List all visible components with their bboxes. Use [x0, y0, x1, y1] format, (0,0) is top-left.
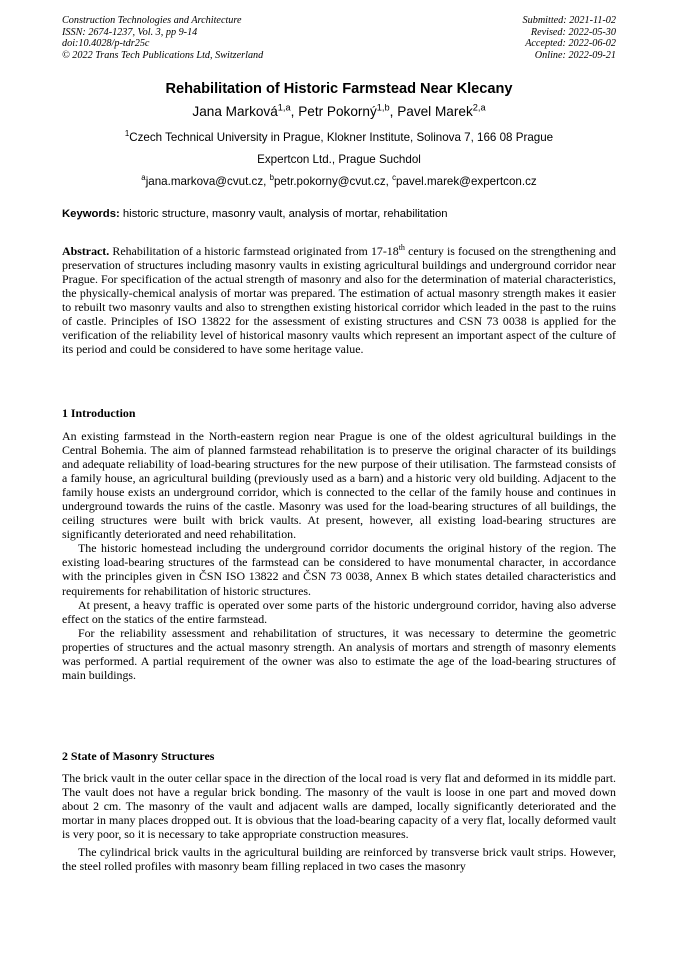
paper-title: Rehabilitation of Historic Farmstead Near Klecany [165, 81, 513, 97]
journal-name: Construction Technologies and Architecture [62, 15, 242, 26]
email-mark: c [392, 173, 397, 183]
author-affiliation-mark: 1,b [376, 102, 390, 113]
paragraph: The cylindrical brick vaults in the agricultural building are reinforced by transverse brick vault strips. However, the steel rolled profiles with masonry beam filling replaced in two cases the masonry [62, 845, 616, 874]
keywords-text: historic structure, masonry vault, analysis of mortar, rehabilitation [119, 208, 448, 220]
section-introduction [62, 429, 616, 682]
keywords-label: Keywords: [62, 208, 120, 220]
journal-info [62, 15, 263, 61]
online-date: Online: 2022-09-21 [534, 49, 616, 61]
section-state-of-masonry [62, 771, 616, 873]
journal-doi: doi:10.4028/p-tdr25c [62, 38, 150, 50]
abstract-superscript: th [398, 243, 405, 253]
author-name: Petr Pokorný [298, 104, 377, 119]
author-name: Jana Marková [192, 104, 278, 119]
affiliation-text: Czech Technical University in Prague, Klokner Institute, Solinova 7, 166 08 Prague [129, 131, 554, 144]
author-affiliation-mark: 1,a [277, 102, 291, 113]
author-list [0, 104, 678, 119]
email-mark: a [141, 173, 146, 183]
email-separator: , [385, 175, 393, 188]
email-mark: b [269, 173, 274, 183]
author-emails [0, 175, 678, 188]
author-separator: , [389, 104, 398, 119]
affiliation-1 [0, 131, 678, 144]
email-address: pavel.marek@expertcon.cz [396, 175, 537, 188]
affiliation-mark: 1 [124, 129, 130, 139]
copyright-notice: © 2022 Trans Tech Publications Ltd, Switzerland [62, 49, 264, 61]
author-name: Pavel Marek [397, 104, 473, 119]
affiliation-2: Expertcon Ltd., Prague Suchdol [257, 153, 421, 166]
abstract [62, 244, 616, 356]
email-separator: , [263, 175, 270, 188]
paragraph: At present, a heavy traffic is operated over some parts of the historic underground corridor, having also adverse effect on the statics of the entire farmstead. [62, 597, 616, 626]
paragraph: An existing farmstead in the North-eastern region near Prague is one of the oldest agricultural buildings in the Central Bohemia. The aim of planned farmstead rehabilitation is to preserve the original character of its buildings and adequate reliability of load-bearing structures for the new purpose of their utilisation. The farmstead consists of a family house, an agricultural building (previously used as a barn) and a historic very old building. Adjacent to the family house exists an underground corridor, which is connected to the cellar of the family house and continues in underground towards the ruins of the castle. Masonry was used for the load-bearing structures of all buildings, the ceiling structures were built with brick vaults. At present, however, all existing load-bearing structures are significantly deteriorated and need rehabilitation. [62, 429, 616, 542]
author-separator: , [290, 104, 299, 119]
abstract-text-end: century is focused on the strengthening and preservation of structures including masonry vaults in existing agricultural buildings and underground corridor near Prague. For specification of the actual strength of masonry and also for the determination of material characteristics, the physically-chemical analysis of mortar was prepared. The estimation of actual masonry strength makes it easier to rebuilt two masonry vaults and also to strengthen existing historical corridor which leaded in the past to the ruins of castle. Principles of ISO 13822 for the assessment of existing structures and CSN 73 0038 is applied for the verification of the reliability level of historical masonry vaults which represent an important aspect of the culture of its period and could be considered to have some heritage value. [62, 244, 616, 357]
section-heading-introduction: 1 Introduction [62, 406, 136, 420]
abstract-label: Abstract. [62, 244, 110, 258]
submitted-date: Submitted: 2021-11-02 [522, 15, 616, 26]
revised-date: Revised: 2022-05-30 [530, 26, 616, 38]
paragraph: The brick vault in the outer cellar space in the direction of the local road is very flat and deformed in its middle part. The vault does not have a regular brick bonding. The masonry of the vault is loose in one part and moved down about 2 cm. The masonry of the vault and adjacent walls are damped, locally significantly deteriorated and the mortar in many places dropped out. It is obvious that the load-bearing capacity of a very flat, locally deformed vault is very poor, so it is necessary to take appropriate construction measures. [62, 771, 616, 842]
keywords [62, 208, 617, 220]
email-address: jana.markova@cvut.cz [145, 175, 264, 188]
email-address: petr.pokorny@cvut.cz [273, 175, 386, 188]
paragraph: For the reliability assessment and rehabilitation of structures, it was necessary to determine the geometric properties of structures and the actual masonry strength. An analysis of mortars and strength of masonry elements was performed. A partial requirement of the owner was also to estimate the age of the load-bearing structures of main buildings. [62, 625, 616, 682]
abstract-text-start: Rehabilitation of a historic farmstead originated from 17-18 [109, 244, 399, 258]
paragraph: The historic homestead including the underground corridor documents the original history of the region. The existing load-bearing structures of the farmstead can be considered to have monumental character, in accordance with the principles given in ČSN ISO 13822 and ČSN 73 0038, Annex B which states detailed characteristics and requirements for rehabilitation of historic structures. [62, 541, 616, 598]
author-affiliation-mark: 2,a [472, 102, 486, 113]
accepted-date: Accepted: 2022-06-02 [525, 38, 616, 50]
journal-issn: ISSN: 2674-1237, Vol. 3, pp 9-14 [62, 26, 198, 38]
section-heading-state-of-masonry: 2 State of Masonry Structures [62, 749, 215, 763]
publication-dates [523, 15, 616, 61]
